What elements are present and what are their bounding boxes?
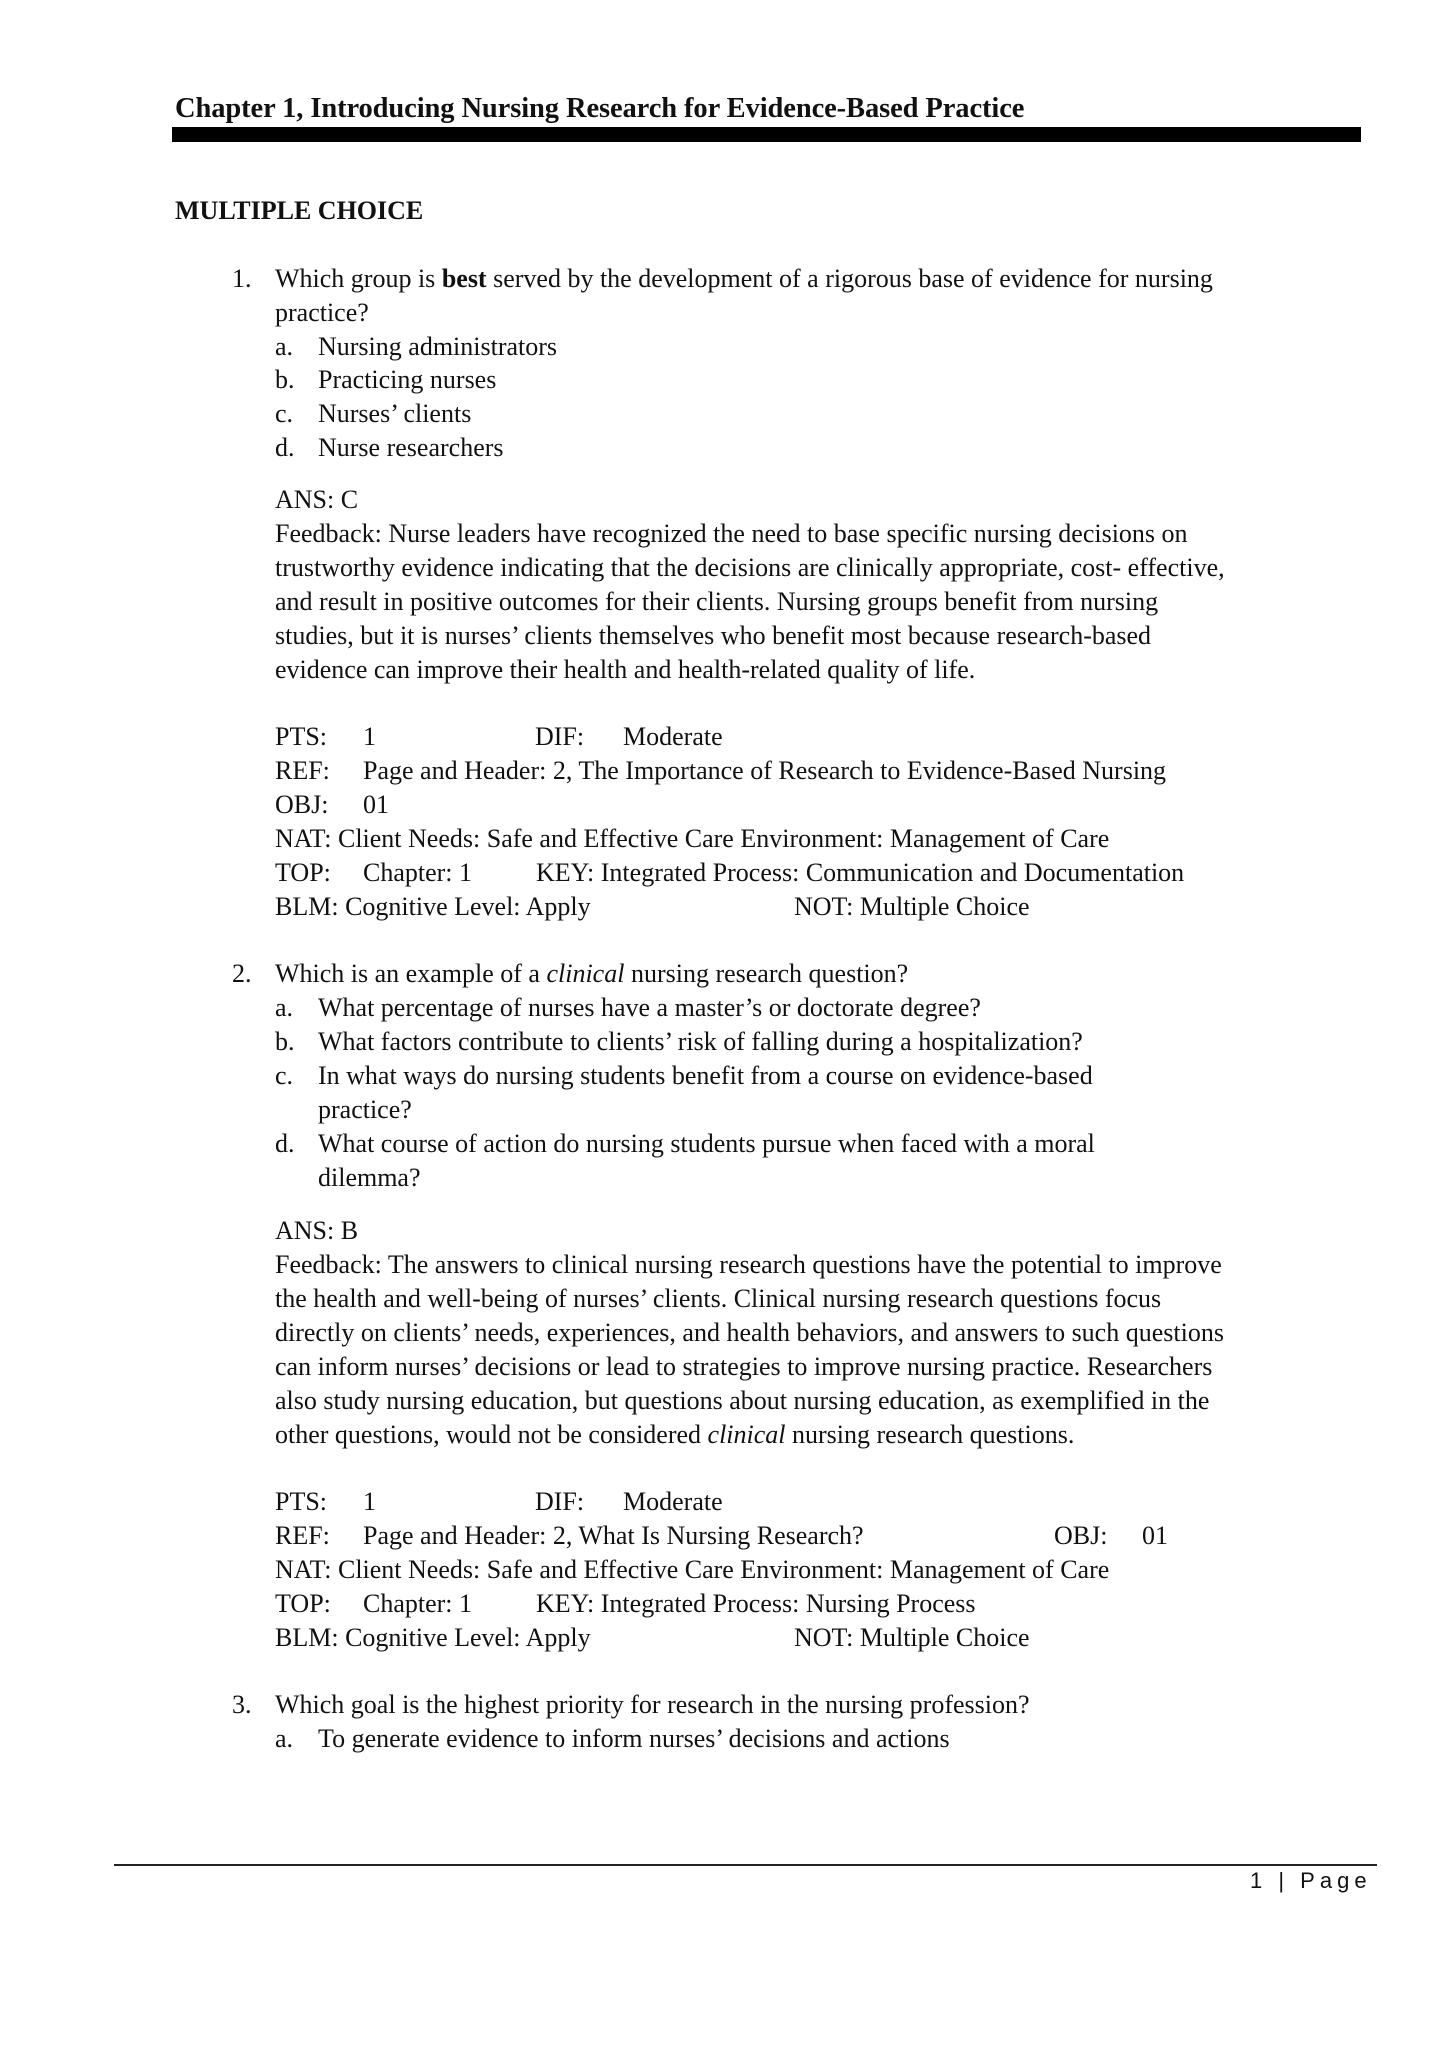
feedback-line: can inform nurses’ decisions or lead to strategies to improve nursing practice. Researchers (275, 1352, 1213, 1381)
feedback-line: Feedback: The answers to clinical nursing research questions have the potential to improve (275, 1250, 1222, 1279)
feedback-line: other questions, would not be considered clinical nursing research questions. (275, 1420, 1075, 1449)
option-text: What course of action do nursing students pursue when faced with a moral (318, 1129, 1095, 1158)
option-text: Nursing administrators (318, 332, 558, 361)
ref-label: REF: (275, 1521, 330, 1550)
key-value: KEY: Integrated Process: Nursing Process (536, 1589, 976, 1618)
pts-value: 1 (363, 722, 376, 751)
question-stem-line: Which goal is the highest priority for research in the nursing profession? (275, 1690, 1030, 1719)
nat-value: NAT: Client Needs: Safe and Effective Care Environment: Management of Care (275, 1555, 1110, 1584)
question-stem-line: Which group is best served by the development of a rigorous base of evidence for nursing (275, 264, 1213, 293)
feedback-line: evidence can improve their health and health-related quality of life. (275, 655, 976, 684)
footer-rule (114, 1864, 1377, 1866)
option-text: Nurse researchers (318, 433, 504, 462)
question-stem-line: Which is an example of a clinical nursing research question? (275, 959, 909, 988)
option-text: In what ways do nursing students benefit from a course on evidence-based (318, 1061, 1093, 1090)
chapter-title: Chapter 1, Introducing Nursing Research for Evidence-Based Practice (175, 93, 1025, 124)
option-text: dilemma? (318, 1163, 421, 1192)
dif-value: Moderate (623, 1487, 723, 1516)
question-number: 3. (232, 1690, 252, 1719)
feedback-line: and result in positive outcomes for their clients. Nursing groups benefit from nursing (275, 587, 1159, 616)
dif-label: DIF: (535, 722, 585, 751)
not-value: NOT: Multiple Choice (794, 892, 1030, 921)
ref-label: REF: (275, 756, 330, 785)
obj-value: 01 (363, 790, 389, 819)
page-number: 1 | Page (1250, 1868, 1372, 1893)
feedback-line: also study nursing education, but questions about nursing education, as exemplified in the (275, 1386, 1210, 1415)
not-value: NOT: Multiple Choice (794, 1623, 1030, 1652)
ref-value: Page and Header: 2, The Importance of Research to Evidence-Based Nursing (363, 756, 1167, 785)
option-text: Practicing nurses (318, 365, 497, 394)
pts-label: PTS: (275, 1487, 328, 1516)
top-value: Chapter: 1 (363, 858, 473, 887)
option-letter: c. (275, 1061, 294, 1090)
dif-label: DIF: (535, 1487, 585, 1516)
obj-label: OBJ: (275, 790, 329, 819)
blm-value: BLM: Cognitive Level: Apply (275, 1623, 591, 1652)
pts-label: PTS: (275, 722, 328, 751)
key-value: KEY: Integrated Process: Communication and Documentation (536, 858, 1185, 887)
option-letter: b. (275, 1027, 295, 1056)
nat-value: NAT: Client Needs: Safe and Effective Care Environment: Management of Care (275, 824, 1110, 853)
top-value: Chapter: 1 (363, 1589, 473, 1618)
option-letter: a. (275, 993, 294, 1022)
option-letter: d. (275, 433, 295, 462)
feedback-line: directly on clients’ needs, experiences, and health behaviors, and answers to such questions (275, 1318, 1224, 1347)
option-text: What percentage of nurses have a master’s or doctorate degree? (318, 993, 981, 1022)
answer-key: ANS: C (275, 485, 359, 514)
feedback-line: the health and well-being of nurses’ clients. Clinical nursing research questions focus (275, 1284, 1162, 1313)
option-text: practice? (318, 1095, 412, 1124)
option-letter: a. (275, 1724, 294, 1753)
question-number: 2. (232, 959, 252, 988)
header-rule (172, 127, 1361, 142)
obj-label: OBJ: (1054, 1521, 1108, 1550)
feedback-line: Feedback: Nurse leaders have recognized the need to base specific nursing decisions on (275, 519, 1188, 548)
dif-value: Moderate (623, 722, 723, 751)
obj-value: 01 (1142, 1521, 1168, 1550)
pts-value: 1 (363, 1487, 376, 1516)
ref-value: Page and Header: 2, What Is Nursing Research? (363, 1521, 864, 1550)
option-letter: b. (275, 365, 295, 394)
blm-value: BLM: Cognitive Level: Apply (275, 892, 591, 921)
top-label: TOP: (275, 1589, 331, 1618)
section-heading: MULTIPLE CHOICE (175, 196, 424, 225)
option-letter: a. (275, 332, 294, 361)
question-number: 1. (232, 264, 252, 293)
feedback-line: trustworthy evidence indicating that the decisions are clinically appropriate, cost- effective, (275, 553, 1225, 582)
answer-key: ANS: B (275, 1216, 359, 1245)
option-letter: c. (275, 399, 294, 428)
option-letter: d. (275, 1129, 295, 1158)
option-text: What factors contribute to clients’ risk of falling during a hospitalization? (318, 1027, 1083, 1056)
option-text: To generate evidence to inform nurses’ decisions and actions (318, 1724, 950, 1753)
top-label: TOP: (275, 858, 331, 887)
feedback-line: studies, but it is nurses’ clients themselves who benefit most because research-based (275, 621, 1152, 650)
option-text: Nurses’ clients (318, 399, 472, 428)
question-stem-line: practice? (275, 298, 369, 327)
